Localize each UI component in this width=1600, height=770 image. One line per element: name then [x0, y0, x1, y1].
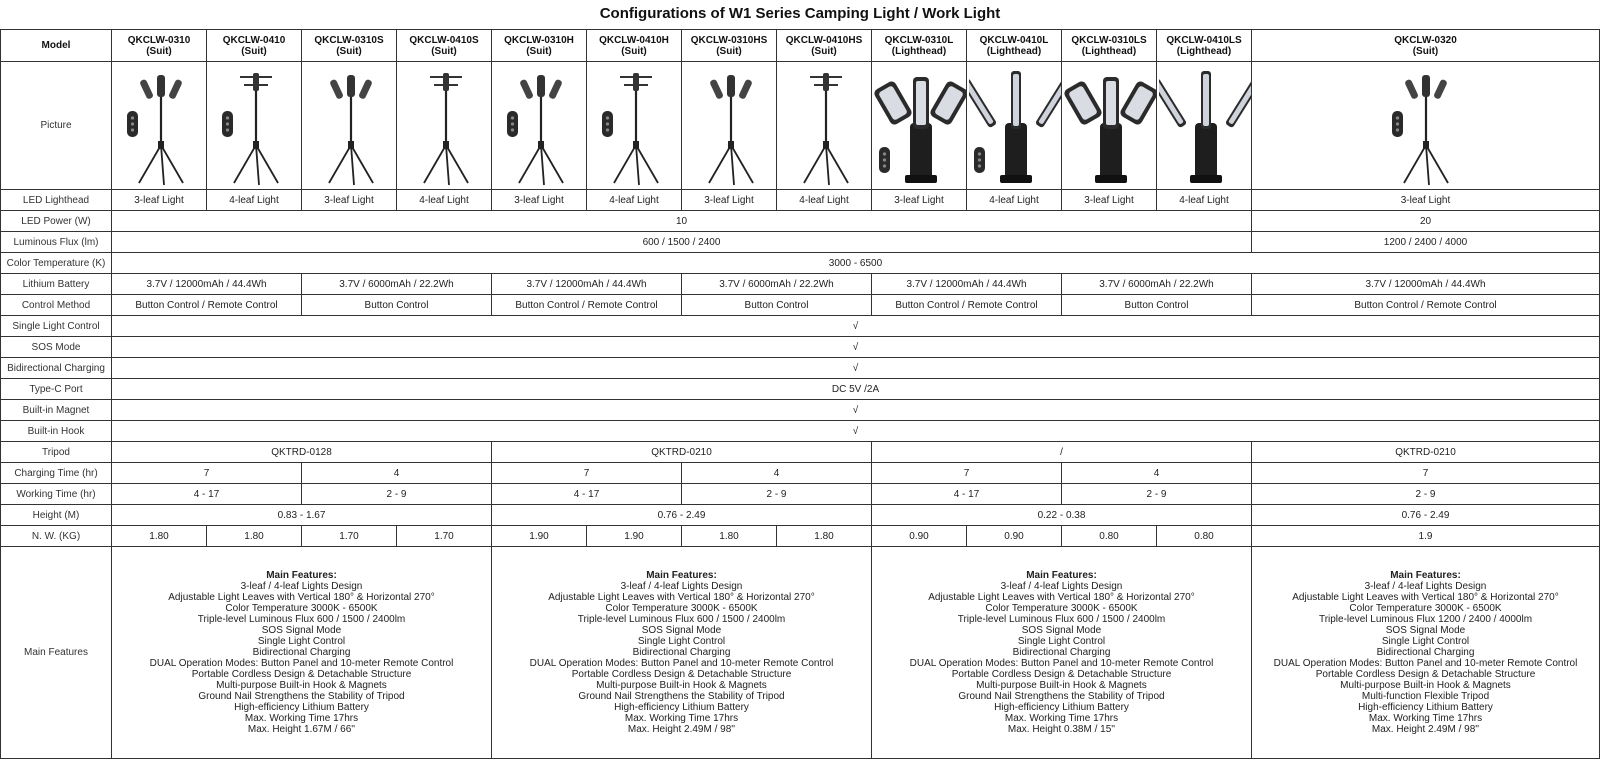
feature-item: High-efficiency Lithium Battery [614, 702, 749, 713]
model-header: QKCLW-0310HS (Suit) [682, 30, 777, 62]
magnet-row [1, 400, 1600, 421]
feature-item: Adjustable Light Leaves with Vertical 180° & Horizontal 270° [548, 592, 815, 603]
product-picture [872, 62, 967, 190]
tripod-light-3-leaf-icon [684, 63, 777, 189]
model-header: QKCLW-0410H (Suit) [587, 30, 682, 62]
features-title: Main Features: [1026, 570, 1097, 581]
table-cell: 4-leaf Light [967, 190, 1062, 211]
control-row [1, 295, 1600, 316]
feature-item: Max. Working Time 17hrs [1368, 713, 1483, 724]
row-label-power: LED Power (W) [1, 211, 112, 232]
feature-item: Multi-purpose Built-in Hook & Magnets [216, 680, 387, 691]
table-cell: 3.7V / 12000mAh / 44.4Wh [492, 274, 682, 295]
feature-item: Ground Nail Strengthens the Stability of Tripod [198, 691, 405, 702]
feature-item: DUAL Operation Modes: Button Panel and 10-meter Remote Control [529, 658, 834, 669]
lighthead-4-leaf-icon [969, 63, 1062, 189]
row-label-magnet: Built-in Magnet [1, 400, 112, 421]
table-cell: 0.76 - 2.49 [1252, 505, 1600, 526]
feature-item: 3-leaf / 4-leaf Lights Design [620, 581, 743, 592]
feature-item: Portable Cordless Design & Detachable Structure [951, 669, 1172, 680]
table-cell: QKTRD-0210 [1252, 442, 1600, 463]
typec-row [1, 379, 1600, 400]
feature-item: Max. Height 0.38M / 15'' [1007, 724, 1116, 735]
table-cell: 3.7V / 6000mAh / 22.2Wh [682, 274, 872, 295]
table-cell: 4-leaf Light [777, 190, 872, 211]
features-row [1, 547, 1600, 759]
charging-row [1, 463, 1600, 484]
table-cell: Button Control / Remote Control [112, 295, 302, 316]
table-cell: 7 [492, 463, 682, 484]
table-cell: 3-leaf Light [872, 190, 967, 211]
single-light-row [1, 316, 1600, 337]
table-cell: 2 - 9 [682, 484, 872, 505]
table-cell: 3-leaf Light [682, 190, 777, 211]
table-cell: 0.90 [872, 526, 967, 547]
table-cell: 3.7V / 12000mAh / 44.4Wh [872, 274, 1062, 295]
product-picture [397, 62, 492, 190]
row-label-charging: Charging Time (hr) [1, 463, 112, 484]
feature-item: Triple-level Luminous Flux 600 / 1500 / 2400lm [957, 614, 1166, 625]
feature-item: Single Light Control [257, 636, 346, 647]
feature-item: Portable Cordless Design & Detachable Structure [571, 669, 792, 680]
table-cell: 600 / 1500 / 2400 [112, 232, 1252, 253]
model-header: QKCLW-0410HS (Suit) [777, 30, 872, 62]
features-title: Main Features: [646, 570, 717, 581]
table-cell: 3000 - 6500 [112, 253, 1600, 274]
table-cell: 0.76 - 2.49 [492, 505, 872, 526]
feature-item: Single Light Control [637, 636, 726, 647]
table-cell: 1.70 [302, 526, 397, 547]
feature-item: Portable Cordless Design & Detachable Structure [191, 669, 412, 680]
feature-item: 3-leaf / 4-leaf Lights Design [1364, 581, 1487, 592]
tripod-light-4-leaf-icon [399, 63, 492, 189]
feature-item: Triple-level Luminous Flux 600 / 1500 / 2400lm [197, 614, 406, 625]
feature-item: SOS Signal Mode [1385, 625, 1466, 636]
product-picture [587, 62, 682, 190]
feature-item: Max. Working Time 17hrs [1004, 713, 1119, 724]
table-cell: 4 - 17 [112, 484, 302, 505]
tripod-light-3-leaf-icon [114, 63, 207, 189]
feature-item: Bidirectional Charging [252, 647, 351, 658]
feature-item: SOS Signal Mode [1021, 625, 1102, 636]
weight-row [1, 526, 1600, 547]
feature-item: Triple-level Luminous Flux 1200 / 2400 / 4000lm [1318, 614, 1533, 625]
table-cell: 10 [112, 211, 1252, 232]
table-cell: 0.22 - 0.38 [872, 505, 1252, 526]
feature-item: High-efficiency Lithium Battery [234, 702, 369, 713]
bidir-row [1, 358, 1600, 379]
product-picture [492, 62, 587, 190]
table-cell: 3-leaf Light [112, 190, 207, 211]
lighthead-3-leaf-icon [1064, 63, 1157, 189]
feature-item: Color Temperature 3000K - 6500K [985, 603, 1138, 614]
table-cell: 1.70 [397, 526, 492, 547]
features-cell [872, 547, 1252, 759]
sos-row [1, 337, 1600, 358]
feature-item: Color Temperature 3000K - 6500K [225, 603, 378, 614]
page-title: Configurations of W1 Series Camping Light / Work Light [599, 5, 1001, 22]
tripod-light-4-leaf-icon [589, 63, 682, 189]
row-label-features: Main Features [1, 547, 112, 759]
model-header: QKCLW-0410 (Suit) [207, 30, 302, 62]
feature-item: Multi-function Flexible Tripod [1361, 691, 1490, 702]
spec-table [0, 29, 1600, 759]
tripod-row [1, 442, 1600, 463]
table-cell: 4 [1062, 463, 1252, 484]
feature-item: Max. Height 2.49M / 98'' [1371, 724, 1480, 735]
feature-item: Single Light Control [1381, 636, 1470, 647]
features-title: Main Features: [266, 570, 337, 581]
model-header: QKCLW-0410L (Lighthead) [967, 30, 1062, 62]
feature-item: Portable Cordless Design & Detachable Structure [1315, 669, 1536, 680]
model-header: QKCLW-0310 (Suit) [112, 30, 207, 62]
table-cell: 1.80 [682, 526, 777, 547]
hook-row [1, 421, 1600, 442]
table-cell: 7 [112, 463, 302, 484]
model-header: QKCLW-0410LS (Lighthead) [1157, 30, 1252, 62]
tripod-light-3-leaf-icon [304, 63, 397, 189]
table-cell: 0.83 - 1.67 [112, 505, 492, 526]
lighthead-row [1, 190, 1600, 211]
table-cell: 4 [302, 463, 492, 484]
row-label-model: Model [1, 30, 112, 62]
feature-item: DUAL Operation Modes: Button Panel and 10-meter Remote Control [149, 658, 454, 669]
check-mark: √ [112, 421, 1600, 442]
table-cell: 2 - 9 [302, 484, 492, 505]
color-temp-row [1, 253, 1600, 274]
feature-item: 3-leaf / 4-leaf Lights Design [240, 581, 363, 592]
model-header: QKCLW-0310H (Suit) [492, 30, 587, 62]
row-label-picture: Picture [1, 62, 112, 190]
feature-item: Triple-level Luminous Flux 600 / 1500 / 2400lm [577, 614, 786, 625]
row-label-typec: Type-C Port [1, 379, 112, 400]
table-cell: 3-leaf Light [302, 190, 397, 211]
model-header: QKCLW-0320 (Suit) [1252, 30, 1600, 62]
feature-item: Multi-purpose Built-in Hook & Magnets [1340, 680, 1511, 691]
features-cell [1252, 547, 1600, 759]
feature-item: Color Temperature 3000K - 6500K [1349, 603, 1502, 614]
table-cell: Button Control / Remote Control [872, 295, 1062, 316]
table-cell: 3-leaf Light [492, 190, 587, 211]
product-picture [682, 62, 777, 190]
table-cell: 1.80 [207, 526, 302, 547]
table-cell: / [872, 442, 1252, 463]
row-label-sos: SOS Mode [1, 337, 112, 358]
feature-item: Color Temperature 3000K - 6500K [605, 603, 758, 614]
table-cell: 4 - 17 [492, 484, 682, 505]
tripod-light-4-leaf-icon [209, 63, 302, 189]
row-label-color-temp: Color Temperature (K) [1, 253, 112, 274]
row-label-weight: N. W. (KG) [1, 526, 112, 547]
table-cell: Button Control [302, 295, 492, 316]
row-label-flux: Luminous Flux (lm) [1, 232, 112, 253]
tripod-light-3-leaf-icon [1256, 63, 1596, 189]
model-row [1, 30, 1600, 62]
table-cell: 1200 / 2400 / 4000 [1252, 232, 1600, 253]
table-cell: 4-leaf Light [397, 190, 492, 211]
table-cell: Button Control / Remote Control [1252, 295, 1600, 316]
table-cell: 1.9 [1252, 526, 1600, 547]
table-cell: 4-leaf Light [1157, 190, 1252, 211]
feature-item: Max. Working Time 17hrs [624, 713, 739, 724]
table-cell: Button Control [682, 295, 872, 316]
features-cell [492, 547, 872, 759]
table-cell: 3-leaf Light [1252, 190, 1600, 211]
lighthead-3-leaf-icon [874, 63, 967, 189]
table-cell: 1.80 [112, 526, 207, 547]
feature-item: Multi-purpose Built-in Hook & Magnets [976, 680, 1147, 691]
feature-item: High-efficiency Lithium Battery [994, 702, 1129, 713]
table-cell: 0.90 [967, 526, 1062, 547]
table-cell: 4 [682, 463, 872, 484]
product-picture [207, 62, 302, 190]
feature-item: Ground Nail Strengthens the Stability of Tripod [578, 691, 785, 702]
product-picture [1062, 62, 1157, 190]
row-label-hook: Built-in Hook [1, 421, 112, 442]
row-label-tripod: Tripod [1, 442, 112, 463]
row-label-working: Working Time (hr) [1, 484, 112, 505]
feature-item: 3-leaf / 4-leaf Lights Design [1000, 581, 1123, 592]
feature-item: High-efficiency Lithium Battery [1358, 702, 1493, 713]
feature-item: Max. Height 2.49M / 98'' [627, 724, 736, 735]
table-cell: DC 5V /2A [112, 379, 1600, 400]
table-cell: 1.90 [492, 526, 587, 547]
working-row [1, 484, 1600, 505]
table-cell: 7 [872, 463, 1062, 484]
feature-item: Ground Nail Strengthens the Stability of Tripod [958, 691, 1165, 702]
check-mark: √ [112, 316, 1600, 337]
product-picture [1252, 62, 1600, 190]
table-cell: 20 [1252, 211, 1600, 232]
feature-item: Max. Height 1.67M / 66'' [247, 724, 356, 735]
table-cell: 2 - 9 [1062, 484, 1252, 505]
table-cell: QKTRD-0210 [492, 442, 872, 463]
features-cell [112, 547, 492, 759]
row-label-height: Height (M) [1, 505, 112, 526]
table-cell: 4-leaf Light [587, 190, 682, 211]
feature-item: SOS Signal Mode [641, 625, 722, 636]
table-cell: 2 - 9 [1252, 484, 1600, 505]
table-cell: 3.7V / 6000mAh / 22.2Wh [1062, 274, 1252, 295]
battery-row [1, 274, 1600, 295]
row-label-single-light: Single Light Control [1, 316, 112, 337]
feature-item: Single Light Control [1017, 636, 1106, 647]
table-cell: 3.7V / 6000mAh / 22.2Wh [302, 274, 492, 295]
table-cell: 3.7V / 12000mAh / 44.4Wh [112, 274, 302, 295]
product-picture [967, 62, 1062, 190]
height-row [1, 505, 1600, 526]
table-cell: 0.80 [1062, 526, 1157, 547]
feature-item: Multi-purpose Built-in Hook & Magnets [596, 680, 767, 691]
table-cell: Button Control / Remote Control [492, 295, 682, 316]
lighthead-4-leaf-icon [1159, 63, 1252, 189]
product-picture [1157, 62, 1252, 190]
model-header: QKCLW-0310LS (Lighthead) [1062, 30, 1157, 62]
tripod-light-3-leaf-icon [494, 63, 587, 189]
product-picture [302, 62, 397, 190]
row-label-bidir: Bidirectional Charging [1, 358, 112, 379]
row-label-control: Control Method [1, 295, 112, 316]
product-picture [777, 62, 872, 190]
table-cell: 4-leaf Light [207, 190, 302, 211]
table-cell: 0.80 [1157, 526, 1252, 547]
feature-item: Adjustable Light Leaves with Vertical 180° & Horizontal 270° [168, 592, 435, 603]
product-picture [112, 62, 207, 190]
table-cell: 1.90 [587, 526, 682, 547]
table-cell: QKTRD-0128 [112, 442, 492, 463]
table-cell: 1.80 [777, 526, 872, 547]
table-cell: 3.7V / 12000mAh / 44.4Wh [1252, 274, 1600, 295]
feature-item: Adjustable Light Leaves with Vertical 180° & Horizontal 270° [928, 592, 1195, 603]
features-title: Main Features: [1390, 570, 1461, 581]
row-label-lighthead: LED Lighthead [1, 190, 112, 211]
table-cell: 7 [1252, 463, 1600, 484]
feature-item: SOS Signal Mode [261, 625, 342, 636]
table-cell: Button Control [1062, 295, 1252, 316]
power-row [1, 211, 1600, 232]
check-mark: √ [112, 337, 1600, 358]
model-header: QKCLW-0410S (Suit) [397, 30, 492, 62]
feature-item: Bidirectional Charging [1376, 647, 1475, 658]
row-label-battery: Lithium Battery [1, 274, 112, 295]
check-mark: √ [112, 400, 1600, 421]
feature-item: Max. Working Time 17hrs [244, 713, 359, 724]
model-header: QKCLW-0310L (Lighthead) [872, 30, 967, 62]
feature-item: Adjustable Light Leaves with Vertical 180° & Horizontal 270° [1292, 592, 1559, 603]
flux-row [1, 232, 1600, 253]
table-cell: 4 - 17 [872, 484, 1062, 505]
model-header: QKCLW-0310S (Suit) [302, 30, 397, 62]
feature-item: DUAL Operation Modes: Button Panel and 10-meter Remote Control [1273, 658, 1578, 669]
feature-item: Bidirectional Charging [632, 647, 731, 658]
feature-item: DUAL Operation Modes: Button Panel and 10-meter Remote Control [909, 658, 1214, 669]
feature-item: Bidirectional Charging [1012, 647, 1111, 658]
check-mark: √ [112, 358, 1600, 379]
tripod-light-4-leaf-icon [779, 63, 872, 189]
picture-row [1, 62, 1600, 190]
table-cell: 3-leaf Light [1062, 190, 1157, 211]
